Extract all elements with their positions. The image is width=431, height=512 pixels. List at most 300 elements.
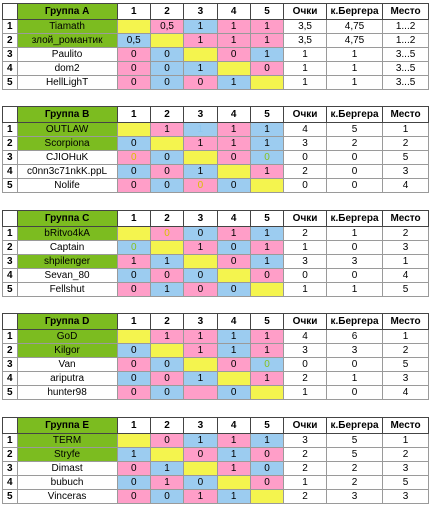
berger-cell: 0 [326,386,382,400]
header-row [3,107,429,123]
result-cell [184,34,217,48]
result-value: 1 [264,20,270,32]
result-cell [250,227,283,241]
header-place: Место [383,418,429,434]
player-name: HellLighT [17,76,117,90]
points-cell: 3 [284,137,327,151]
result-cell [150,462,183,476]
player-row [3,476,429,490]
result-cell [150,255,183,269]
group-table [2,313,429,400]
result-cell [250,358,283,372]
points-cell: 2 [284,165,327,179]
player-name: ariputra [17,372,117,386]
berger-cell: 5 [326,448,382,462]
result-value: 1 [230,490,237,502]
header-points: Очки [284,4,327,20]
result-cell [217,283,250,297]
place-cell: 3 [383,372,429,386]
header-berger: к.Бергера [326,107,382,123]
row-number: 1 [3,123,18,137]
self-cell [117,123,150,137]
row-number: 5 [3,179,18,193]
points-cell: 1 [284,62,327,76]
result-value: 1 [230,448,237,460]
result-value: 1 [264,372,270,384]
result-cell [184,434,217,448]
result-value: 0 [264,448,270,460]
result-cell [217,448,250,462]
player-row [3,151,429,165]
result-value: 1 [197,34,204,46]
player-row [3,372,429,386]
result-value: 0 [130,269,137,281]
result-cell [250,137,283,151]
result-value: 1 [230,123,237,135]
points-cell: 0 [284,151,327,165]
header-col-1: 1 [117,211,150,227]
result-cell [117,151,150,165]
points-cell: 1 [284,48,327,62]
result-cell [117,62,150,76]
result-value: 1 [197,123,204,135]
header-points: Очки [284,211,327,227]
player-name: hunter98 [17,386,117,400]
self-cell [184,48,217,62]
berger-cell: 2 [326,476,382,490]
place-cell: 4 [383,269,429,283]
result-value: 1 [197,20,204,32]
place-cell: 2 [383,448,429,462]
header-col-1: 1 [117,418,150,434]
header-col-1: 1 [117,4,150,20]
result-value: 1 [264,34,270,46]
result-cell [150,62,183,76]
berger-cell: 1 [326,62,382,76]
place-cell: 1 [383,330,429,344]
result-cell [184,227,217,241]
result-cell [217,227,250,241]
result-cell [150,151,183,165]
result-value: 1 [197,490,204,502]
result-value: 0 [164,179,170,191]
result-value: 0 [164,490,170,502]
points-cell: 3,5 [284,34,327,48]
header-col-4: 4 [217,211,250,227]
place-cell: 4 [383,386,429,400]
player-row [3,434,429,448]
self-cell [217,372,250,386]
result-value: 0 [130,62,137,74]
points-cell: 0 [284,179,327,193]
player-name: TERM [17,434,117,448]
result-value: 0 [230,241,237,253]
points-cell: 2 [284,462,327,476]
result-value: 0 [230,386,237,398]
result-value: 1 [164,462,170,474]
header-corner [3,4,18,20]
header-col-3: 3 [184,211,217,227]
result-value: 0 [164,386,170,398]
result-value: 1 [197,137,204,149]
result-value: 0 [130,344,137,356]
place-cell: 1...2 [383,34,429,48]
place-cell: 3...5 [383,76,429,90]
points-cell: 4 [284,123,327,137]
result-value: 0 [197,227,204,239]
result-cell [117,386,150,400]
result-cell [117,462,150,476]
result-value: 0 [130,476,137,488]
player-row [3,62,429,76]
result-cell [117,269,150,283]
player-row [3,123,429,137]
header-col-1: 1 [117,314,150,330]
points-cell: 4 [284,330,327,344]
result-cell [250,476,283,490]
row-number: 2 [3,241,18,255]
result-cell [217,358,250,372]
header-col-4: 4 [217,107,250,123]
row-number: 4 [3,269,18,283]
self-cell [117,20,150,34]
header-col-5: 5 [250,211,283,227]
row-number: 1 [3,20,18,34]
row-number: 5 [3,76,18,90]
result-cell [184,20,217,34]
row-number: 1 [3,330,18,344]
result-cell [217,462,250,476]
result-cell [250,48,283,62]
berger-cell: 1 [326,227,382,241]
result-cell [184,448,217,462]
result-value: 1 [264,165,270,177]
result-cell [150,358,183,372]
place-cell: 5 [383,476,429,490]
row-number: 4 [3,372,18,386]
result-cell [250,372,283,386]
row-number: 5 [3,386,18,400]
header-points: Очки [284,418,327,434]
result-value: 0 [230,179,237,191]
result-cell [117,76,150,90]
player-row [3,76,429,90]
self-cell [250,490,283,504]
result-cell [184,283,217,297]
header-place: Место [383,107,429,123]
player-name: bubuch [17,476,117,490]
berger-cell: 2 [326,137,382,151]
berger-cell: 2 [326,462,382,476]
result-cell [150,269,183,283]
result-value: 0 [264,358,270,370]
points-cell: 2 [284,372,327,386]
result-cell [117,48,150,62]
result-cell [150,165,183,179]
player-row [3,241,429,255]
result-value: 1 [230,34,237,46]
place-cell: 2 [383,137,429,151]
header-col-2: 2 [150,4,183,20]
header-col-1: 1 [117,107,150,123]
result-value: 0 [130,179,137,191]
result-cell [250,269,283,283]
result-value: 0 [164,165,170,177]
result-cell [217,344,250,358]
result-cell [250,151,283,165]
player-name: Vinceras [17,490,117,504]
result-value: 0 [130,283,137,295]
result-value: 0 [130,137,137,149]
result-value: 1 [230,20,237,32]
header-col-4: 4 [217,418,250,434]
result-value: 0 [130,76,137,88]
player-row [3,255,429,269]
player-name: Sevan_80 [17,269,117,283]
berger-cell: 0 [326,358,382,372]
result-cell [184,386,217,400]
self-cell [184,462,217,476]
result-value: 1 [264,344,270,356]
player-name: GoD [17,330,117,344]
berger-cell: 0 [326,151,382,165]
result-value: 1 [264,123,270,135]
result-value: 0 [230,151,237,163]
result-value: 1 [164,123,170,135]
result-value: 0 [164,62,170,74]
player-name: Nolife [17,179,117,193]
result-cell [250,255,283,269]
place-cell: 1...2 [383,20,429,34]
result-cell [217,179,250,193]
result-value: 0 [230,255,237,267]
points-cell: 3,5 [284,20,327,34]
berger-cell: 0 [326,241,382,255]
result-value: 0 [264,462,270,474]
self-cell [217,269,250,283]
result-cell [184,490,217,504]
result-cell [217,151,250,165]
result-cell [117,448,150,462]
result-value: 0 [264,151,270,163]
result-cell [184,476,217,490]
result-value: 1 [230,330,237,342]
result-value: 1 [197,165,204,177]
place-cell: 5 [383,358,429,372]
self-cell [250,76,283,90]
player-name: Kilgor [17,344,117,358]
result-cell [250,165,283,179]
result-cell [250,448,283,462]
result-value: 1 [164,255,170,267]
result-cell [150,476,183,490]
group-table [2,417,429,504]
header-place: Место [383,4,429,20]
berger-cell: 0 [326,179,382,193]
result-value: 1 [264,434,270,446]
result-cell [117,34,150,48]
row-number: 3 [3,151,18,165]
player-name: OUTLAW [17,123,117,137]
self-cell [184,255,217,269]
result-cell [117,490,150,504]
result-cell [217,490,250,504]
result-cell [184,344,217,358]
result-cell [184,372,217,386]
group-title: Группа E [17,418,117,434]
result-cell [250,434,283,448]
player-row [3,48,429,62]
result-value: 1 [130,255,137,267]
berger-cell: 4,75 [326,20,382,34]
player-row [3,137,429,151]
header-col-5: 5 [250,4,283,20]
result-value: 1 [197,372,204,384]
berger-cell: 4,75 [326,34,382,48]
header-col-4: 4 [217,4,250,20]
group-table [2,210,429,297]
header-place: Место [383,211,429,227]
result-value: 1 [164,330,170,342]
self-cell [184,151,217,165]
points-cell: 1 [284,283,327,297]
header-row [3,4,429,20]
result-cell [150,227,183,241]
player-row [3,462,429,476]
place-cell: 3 [383,241,429,255]
result-cell [184,269,217,283]
result-value: 1 [130,448,137,460]
points-cell: 1 [284,476,327,490]
result-value: 1 [164,283,170,295]
result-cell [250,241,283,255]
result-value: 0 [230,358,237,370]
berger-cell: 0 [326,269,382,283]
points-cell: 0 [284,269,327,283]
result-cell [150,283,183,297]
result-cell [117,137,150,151]
result-cell [150,490,183,504]
header-corner [3,418,18,434]
result-cell [184,241,217,255]
header-place: Место [383,314,429,330]
header-col-3: 3 [184,418,217,434]
row-number: 3 [3,255,18,269]
result-value: 0 [197,476,204,488]
result-value: 0 [130,358,137,370]
result-cell [150,48,183,62]
result-value: 1 [197,241,204,253]
player-name: shpilenger [17,255,117,269]
result-cell [184,76,217,90]
result-value: 0 [164,269,170,281]
player-row [3,330,429,344]
row-number: 5 [3,490,18,504]
header-col-2: 2 [150,107,183,123]
result-value: 0 [164,48,170,60]
result-value: 1 [230,462,237,474]
result-cell [150,123,183,137]
result-cell [184,330,217,344]
result-value: 0 [264,62,270,74]
result-value: 1 [164,476,170,488]
result-value: 0 [230,283,237,295]
row-number: 5 [3,283,18,297]
self-cell [250,386,283,400]
result-cell [150,76,183,90]
berger-cell: 1 [326,48,382,62]
result-cell [250,344,283,358]
result-value: 0 [130,372,137,384]
player-name: Dimast [17,462,117,476]
result-value: 0 [197,179,204,191]
self-cell [150,137,183,151]
header-points: Очки [284,314,327,330]
header-col-4: 4 [217,314,250,330]
berger-cell: 3 [326,490,382,504]
player-row [3,448,429,462]
berger-cell: 6 [326,330,382,344]
result-value: 0 [130,241,137,253]
header-berger: к.Бергера [326,314,382,330]
row-number: 4 [3,62,18,76]
result-value: 0 [197,448,204,460]
player-name: CJIOHuK [17,151,117,165]
result-value: 1 [230,227,237,239]
result-cell [117,283,150,297]
place-cell: 3 [383,165,429,179]
self-cell [150,34,183,48]
result-value: 1 [264,137,270,149]
result-cell [217,255,250,269]
result-value: 1 [197,330,204,342]
result-value: 1 [197,434,204,446]
row-number: 2 [3,34,18,48]
header-berger: к.Бергера [326,418,382,434]
result-value: 1 [264,330,270,342]
result-cell [117,344,150,358]
header-berger: к.Бергера [326,211,382,227]
points-cell: 0 [284,358,327,372]
place-cell: 3...5 [383,48,429,62]
result-cell [217,241,250,255]
header-col-2: 2 [150,211,183,227]
player-row [3,34,429,48]
result-cell [117,476,150,490]
player-name: Van [17,358,117,372]
place-cell: 2 [383,227,429,241]
result-cell [117,179,150,193]
result-value: 0 [164,372,170,384]
row-number: 1 [3,227,18,241]
player-name: c0nn3c71nkK.ppL [17,165,117,179]
result-value: 0,5 [160,20,174,32]
place-cell: 1 [383,123,429,137]
result-cell [217,48,250,62]
result-cell [217,123,250,137]
result-cell [117,165,150,179]
self-cell [117,330,150,344]
self-cell [150,448,183,462]
result-value: 0 [164,227,170,239]
result-value: 0 [264,269,270,281]
result-value: 0 [130,490,137,502]
header-row [3,418,429,434]
result-value: 1 [230,76,237,88]
header-points: Очки [284,107,327,123]
points-cell: 2 [284,490,327,504]
result-cell [150,330,183,344]
